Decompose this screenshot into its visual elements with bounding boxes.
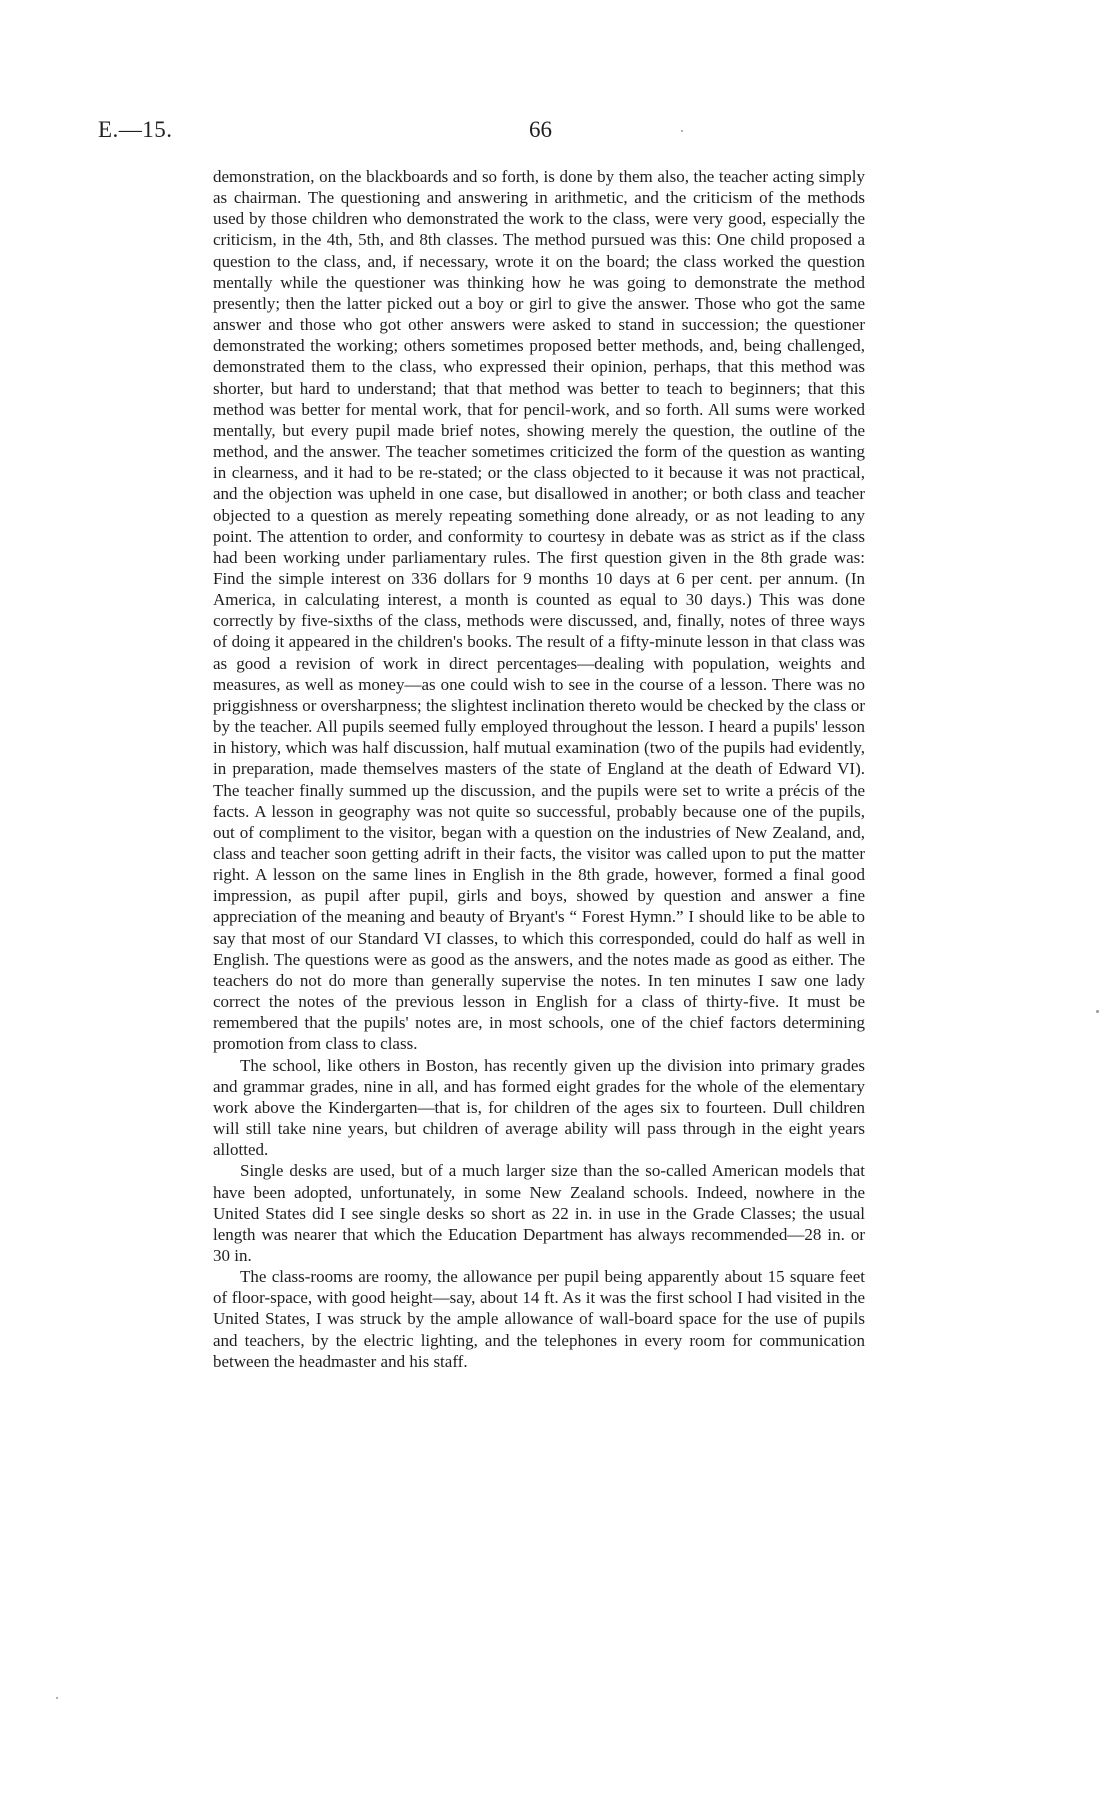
scan-speck	[56, 1697, 58, 1699]
scan-speck	[1096, 1010, 1099, 1013]
paragraph-grades: The school, like others in Boston, has recently given up the division into primary grades and grammar grades, nine in all, and has formed eight grades for the whole of the elementary work above the Kindergarten—that is, for children of the ages six to fourteen. Dull children will still take nine years, but children of average ability will pass through in the eight years allotted.	[213, 1055, 865, 1160]
document-reference: E.—15.	[98, 117, 173, 142]
paragraph-class-rooms: The class-rooms are roomy, the allowance per pupil being apparently about 15 square feet of floor-space, with good height—say, about 14 ft. As it was the first school I had visited in the United States, I was struck by the ample allowance of wall-board space for the use of pupils and teachers, by the electric lighting, and the telephones in every room for communication between the headmaster and his staff.	[213, 1267, 865, 1371]
paragraph-arithmetic-lessons: demonstration, on the blackboards and so forth, is done by them also, the teacher acting simply as chairman. The questioning and answering in arithmetic, and the criticism of the methods used by those children who demonstrated the work to the class, were very good, especially the criticism, in the 4th, 5th, and 8th classes. The method pursued was this: One child proposed a question to the class, and, if necessary, wrote it on the board; the class worked the question mentally while the questioner was thinking how he was going to demonstrate the method presently; then the latter picked out a boy or girl to give the answer. Those who got the same answer and those who got other answers were asked to stand in succession; the questioner demonstrated the working; others sometimes proposed better methods, and, being challenged, demonstrated them to the class, who expressed their opinion, perhaps, that this method was shorter, but hard to understand; that that method was better to teach to beginners; that this method was better for mental work, that for pencil-work, and so forth. All sums were worked mentally, but every pupil made brief notes, showing merely the question, the outline of the method, and the answer. The teacher sometimes criticized the form of the question as wanting in clearness, and it had to be re-stated; or the class objected to it because it was not practical, and the objection was upheld in one case, but disallowed in another; or both class and teacher objected to a question as merely repeating something done already, or as not leading to any point. The attention to order, and conformity to courtesy in debate was as strict as if the class had been working under parliamentary rules. The first question given in the 8th grade was: Find the simple interest on 336 dollars for 9 months 10 days at 6 per cent. per annum. (In America, in calculating interest, a month is counted as equal to 30 days.) This was done correctly by five-sixths of the class, methods were discussed, and, finally, notes of three ways of doing it appeared in the children's books. The result of a fifty-minute lesson in that class was as good a revision of work in direct percentages—dealing with population, weights and measures, as well as money—as one could wish to see in the course of a lesson. There was no priggishness or oversharpness; the slightest inclination thereto would be checked by the class or by the teacher. All pupils seemed fully employed throughout the lesson. I heard a pupils' lesson in history, which was half discussion, half mutual examination (two of the pupils had evidently, in preparation, made themselves masters of the state of England at the death of Edward VI). The teacher finally summed up the discussion, and the pupils were set to write a précis of the facts. A lesson in geography was not quite so successful, probably because one of the pupils, out of compliment to the visitor, began with a question on the industries of New Zealand, and, class and teacher soon getting adrift in their facts, the visitor was called upon to put the matter right. A lesson on the same lines in English in the 8th grade, however, formed a final good impression, as pupil after pupil, girls and boys, showed by question and answer a fine appreciation of the meaning and beauty of Bryant's “ Forest Hymn.” I should like to be able to say that most of our Standard VI classes, to which this corresponded, could do half as well in English. The questions were as good as the answers, and the notes made as good as either. The teachers do not do more than generally supervise the notes. In ten minutes I saw one lady correct the notes of the previous lesson in English for a class of thirty-five. It must be remembered that the pupils' notes are, in most schools, one of the chief factors determining promotion from class to class.	[213, 167, 865, 1054]
scan-speck	[681, 130, 683, 132]
page-number: 66	[529, 117, 552, 142]
body-text	[213, 166, 865, 1372]
paragraph-desks: Single desks are used, but of a much larger size than the so-called American models that have been adopted, unfortunately, in some New Zealand schools. Indeed, nowhere in the United States did I see single desks so short as 22 in. in use in the Grade Classes; the usual length was nearer that which the Education Department has always recommended—28 in. or 30 in.	[213, 1161, 865, 1265]
